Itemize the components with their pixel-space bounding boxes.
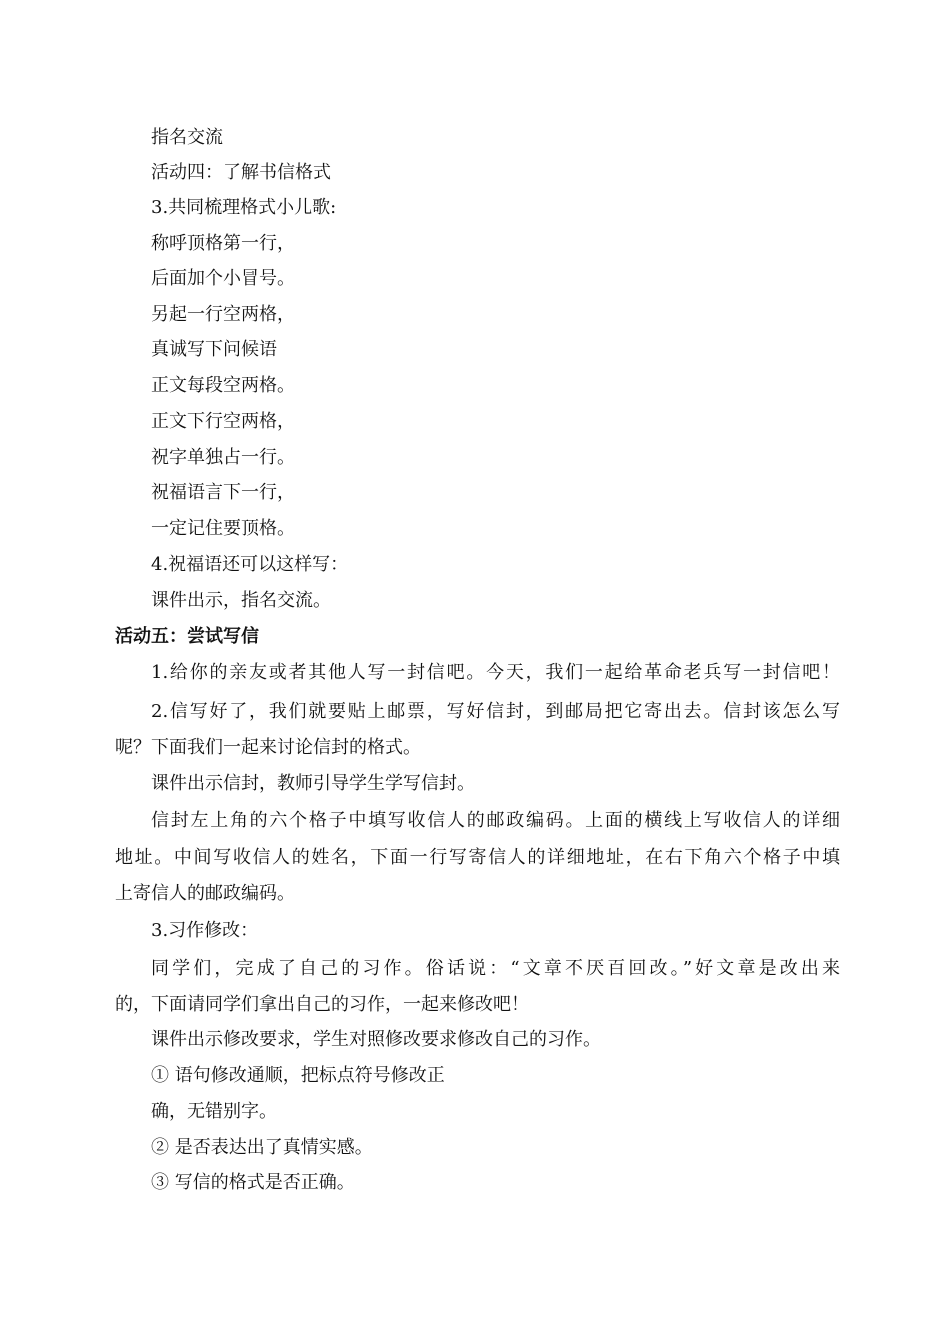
text-line: 另起一行空两格， bbox=[151, 304, 295, 325]
section-heading: 活动五：尝试写信 bbox=[115, 626, 259, 647]
text-line: 正文每段空两格。 bbox=[151, 375, 295, 396]
text-line: 祝福语言下一行， bbox=[151, 482, 295, 503]
text-line: ③ 写信的格式是否正确。 bbox=[151, 1172, 355, 1193]
text-line: 上寄信人的邮政编码。 bbox=[115, 883, 295, 904]
text-line: 3.习作修改： bbox=[151, 920, 259, 941]
text-line: 的，下面请同学们拿出自己的习作，一起来修改吧！ bbox=[115, 994, 529, 1015]
text-line: 课件出示，指名交流。 bbox=[151, 590, 331, 611]
text-line: 地址。中间写收信人的姓名，下面一行写寄信人的详细地址，在右下角六个格子中填 bbox=[115, 847, 840, 868]
text-line: 活动四：了解书信格式 bbox=[151, 162, 331, 183]
text-line: 确，无错别字。 bbox=[151, 1101, 277, 1122]
text-line: 4.祝福语还可以这样写： bbox=[151, 554, 349, 575]
text-line: 后面加个小冒号。 bbox=[151, 268, 295, 289]
text-line: 2.信写好了，我们就要贴上邮票，写好信封，到邮局把它寄出去。信封该怎么写 bbox=[151, 701, 840, 722]
text-line: ① 语句修改通顺，把标点符号修改正 bbox=[151, 1065, 445, 1086]
text-line: 课件出示信封，教师引导学生学写信封。 bbox=[151, 773, 475, 794]
text-line: 一定记住要顶格。 bbox=[151, 518, 295, 539]
text-line: 3.共同梳理格式小儿歌: bbox=[151, 197, 337, 218]
text-line: 正文下行空两格， bbox=[151, 411, 295, 432]
text-line: 祝字单独占一行。 bbox=[151, 447, 295, 468]
text-line: 课件出示修改要求，学生对照修改要求修改自己的习作。 bbox=[151, 1029, 601, 1050]
text-line: 呢？下面我们一起来讨论信封的格式。 bbox=[115, 737, 421, 758]
text-line: 同学们，完成了自己的习作。俗话说：“文章不厌百回改。”好文章是改出来 bbox=[151, 958, 840, 979]
text-line: 指名交流 bbox=[151, 127, 223, 148]
text-line: 信封左上角的六个格子中填写收信人的邮政编码。上面的横线上写收信人的详细 bbox=[151, 810, 840, 831]
text-line: 真诚写下问候语 bbox=[151, 339, 277, 360]
text-line: 1.给你的亲友或者其他人写一封信吧。今天，我们一起给革命老兵写一封信吧！ bbox=[151, 662, 840, 683]
text-line: ② 是否表达出了真情实感。 bbox=[151, 1137, 373, 1158]
text-line: 称呼顶格第一行， bbox=[151, 233, 295, 254]
